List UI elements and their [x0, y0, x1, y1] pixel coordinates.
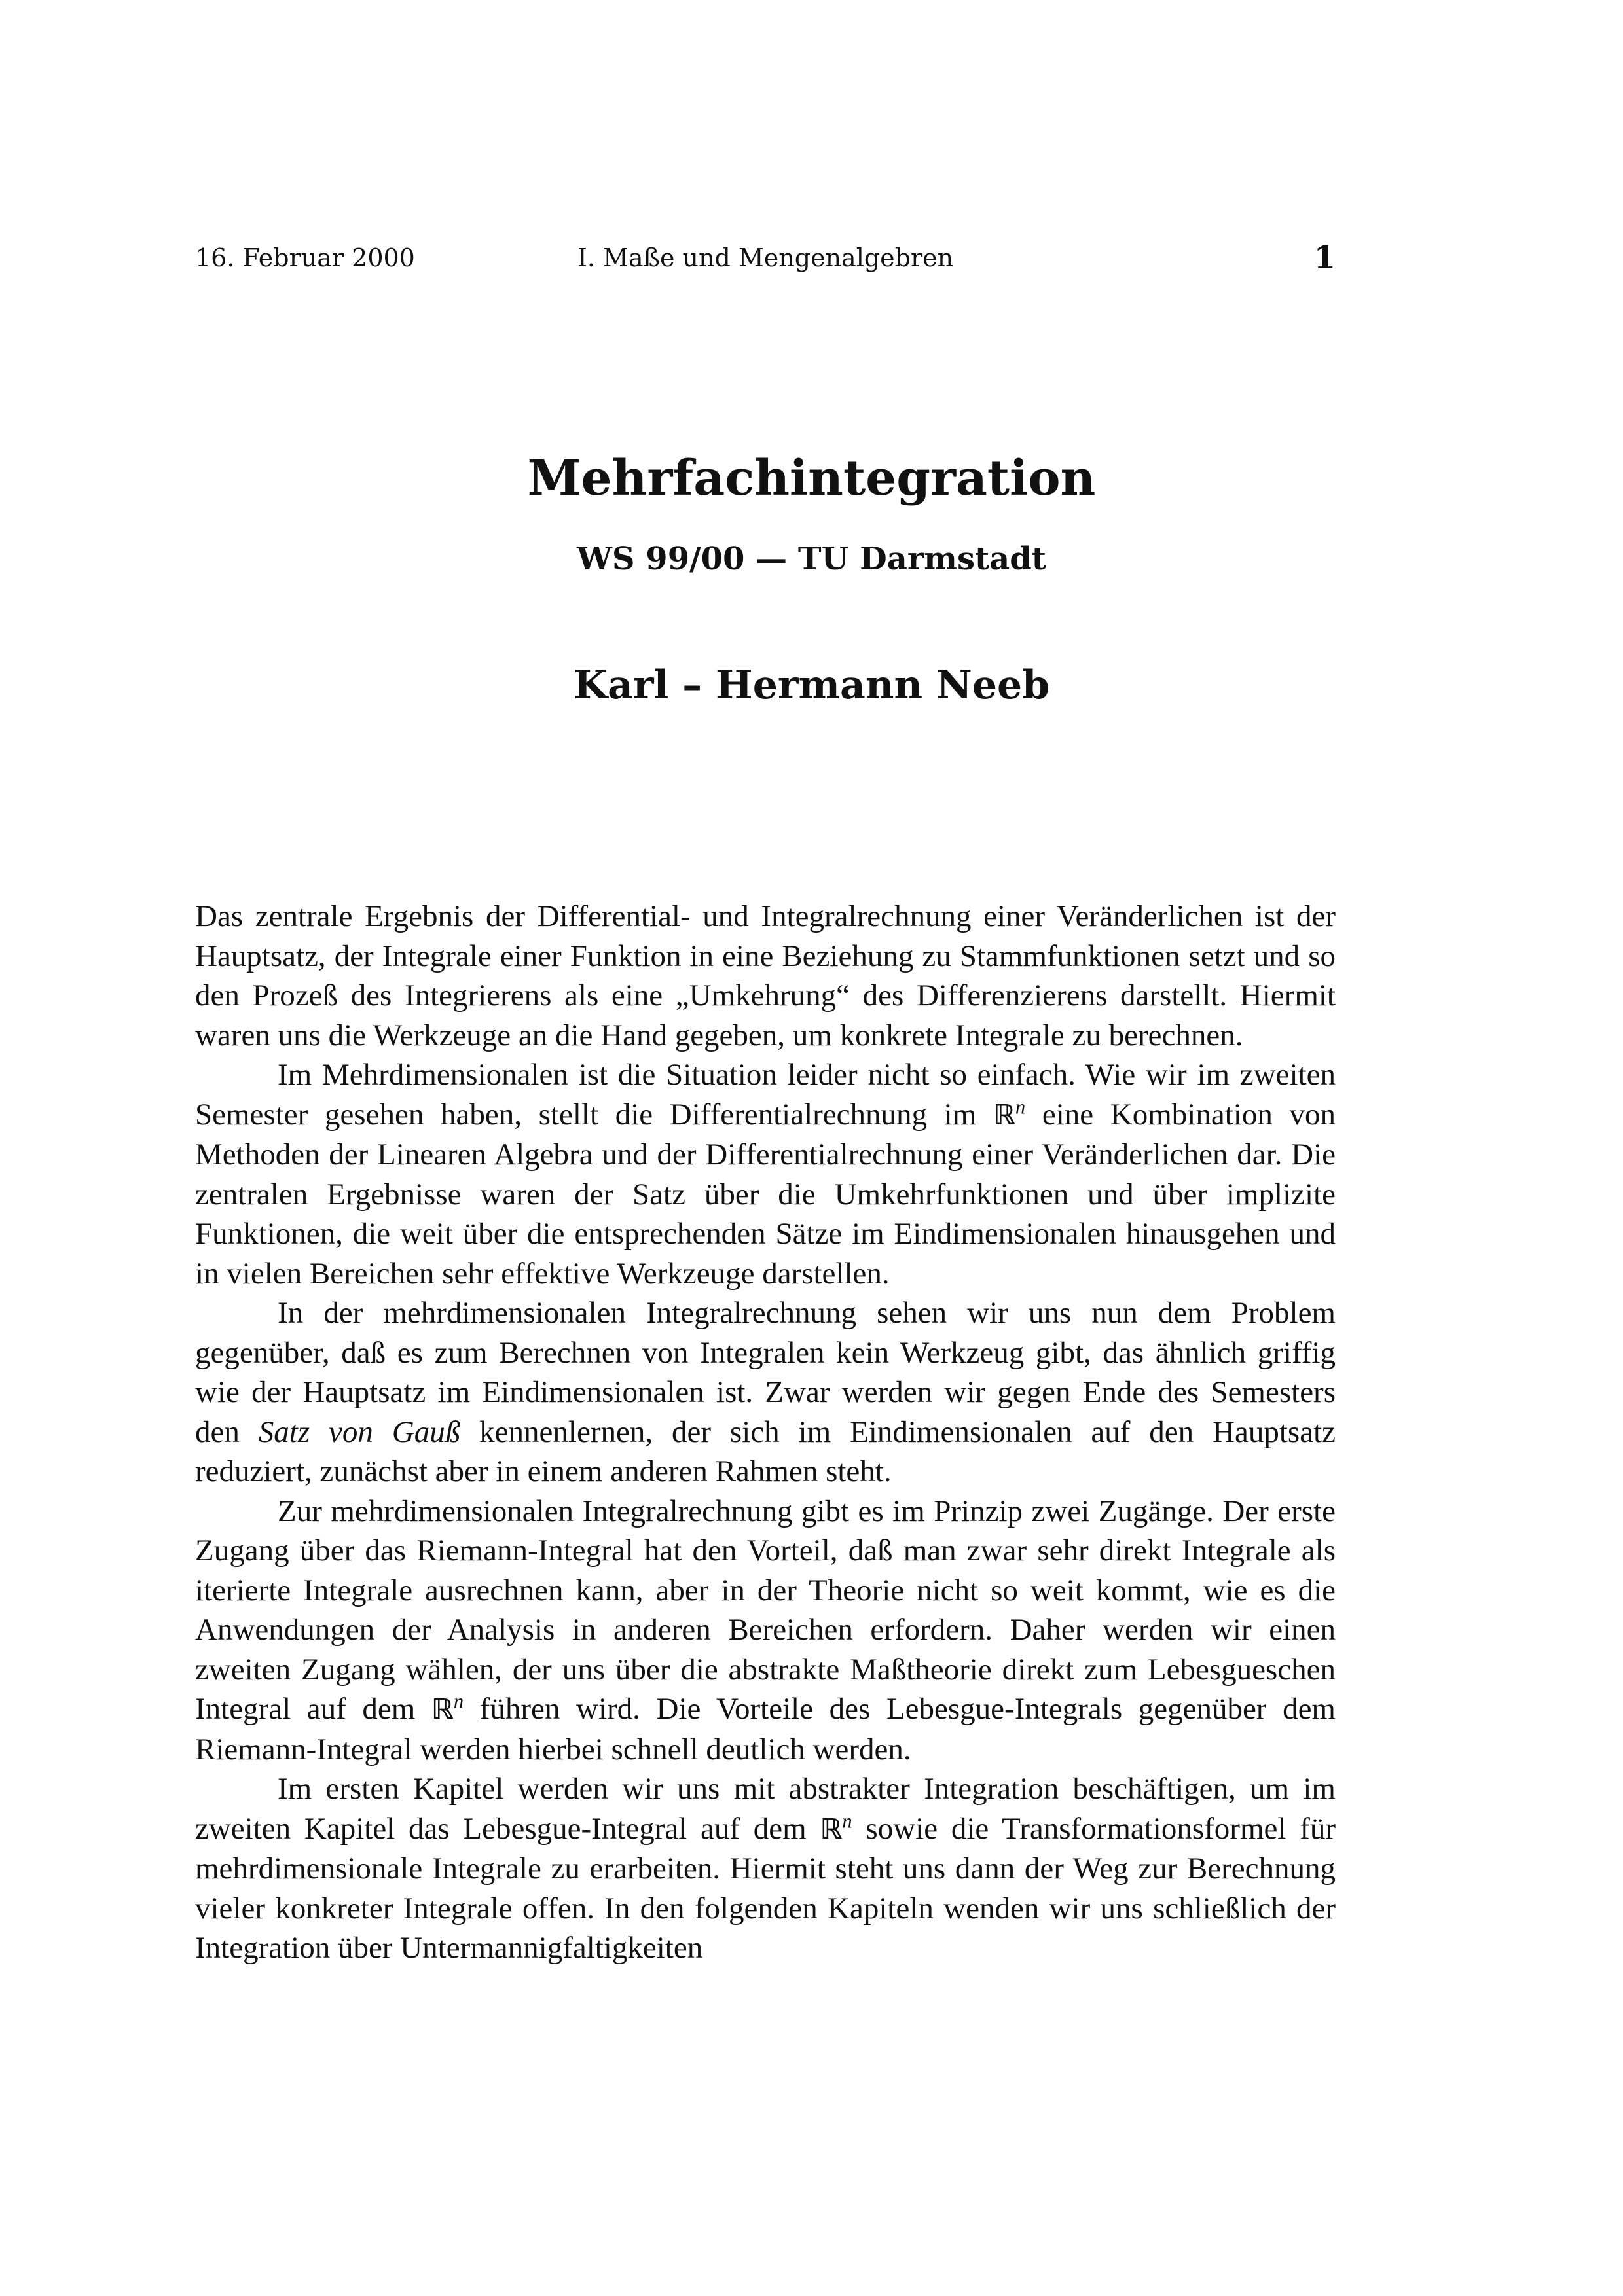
- math-rn: ℝ$^n$: [993, 1095, 1026, 1131]
- paragraph-5-part-b: sowie die Transformationsformel für mehrdimensionale Integrale zu erarbeiten. Hiermit steht uns dann der Weg zur Berechnung vieler konkreter Integrale offen. In den folgenden Kapiteln wenden wir uns schließlich der Integration über Untermannigfaltigkeiten: [195, 1811, 1336, 1965]
- body-text: [195, 897, 1336, 1968]
- math-rn: ℝ$^n$: [820, 1809, 852, 1845]
- paragraph-5: [195, 1769, 1336, 1968]
- paragraph-2-part-a: Im Mehrdimensionalen ist die Situation leider nicht so einfach. Wie wir im zweiten Semester gesehen haben, stellt die Differentialrechnung im: [195, 1058, 1336, 1132]
- paragraph-4-part-b: führen wird. Die Vorteile des Lebesgue-Integrals gegenüber dem Riemann-Integral werden hierbei schnell deutlich werden.: [195, 1692, 1336, 1767]
- running-head: [195, 240, 1336, 280]
- document-subtitle: WS 99/00 — TU Darmstadt: [577, 541, 1046, 577]
- running-head-date: 16. Februar 2000: [195, 243, 415, 272]
- document-author: Karl – Hermann Neeb: [573, 662, 1050, 708]
- document-title: Mehrfachintegration: [527, 450, 1096, 507]
- paragraph-1: Das zentrale Ergebnis der Differential- und Integralrechnung einer Veränderlichen ist der Hauptsatz, der Integrale einer Funktion in eine Beziehung zu Stammfunktionen setzt und so den Prozeß des Integrierens als eine „Umkehrung“ des Differenzierens darstellt. Hiermit waren uns die Werkzeuge an die Hand gegeben, um konkrete Integrale zu berechnen.: [195, 899, 1336, 1052]
- paragraph-3-part-b: kennenlernen, der sich im Eindimensionalen auf den Hauptsatz reduziert, zunächst aber in einem anderen Rahmen steht.: [195, 1414, 1336, 1488]
- running-head-chapter: I. Maße und Mengenalgebren: [577, 243, 954, 272]
- paragraph-4-part-a: Zur mehrdimensionalen Integralrechnung gibt es im Prinzip zwei Zugänge. Der erste Zugang über das Riemann-Integral hat den Vorteil, daß man zwar sehr direkt Integrale als iterierte Integrale ausrechnen kann, aber in der Theorie nicht so weit kommt, wie es die Anwendungen der Analysis in anderen Bereichen erfordern. Daher werden wir einen zweiten Zugang wählen, der uns über die abstrakte Maßtheorie direkt zum Lebesgueschen Integral auf dem: [195, 1494, 1336, 1726]
- paragraph-4: [195, 1492, 1336, 1770]
- paragraph-3: [195, 1293, 1336, 1492]
- paragraph-5-part-a: Im ersten Kapitel werden wir uns mit abstrakter Integration beschäftigen, um im zweiten Kapitel das Lebesgue-Integral auf dem: [195, 1772, 1336, 1846]
- math-rn: ℝ$^n$: [431, 1690, 464, 1725]
- paragraph-3-emphasis: Satz von Gauß: [258, 1414, 461, 1449]
- paragraph-2: [195, 1055, 1336, 1293]
- paragraph-2-part-b: eine Kombination von Methoden der Linearen Algebra und der Differentialrechnung einer Veränderlichen dar. Die zentralen Ergebnisse waren der Satz über die Umkehrfunktionen und über implizite Funktionen, die weit über die entsprechenden Sätze im Eindimensionalen hinausgehen und in vielen Bereichen sehr effektive Werkzeuge darstellen.: [195, 1097, 1336, 1291]
- paragraph-3-part-a: In der mehrdimensionalen Integralrechnung sehen wir uns nun dem Problem gegenüber, daß es zum Berechnen von Integralen kein Werkzeug gibt, das ähnlich griffig wie der Hauptsatz im Eindimensionalen ist. Zwar werden wir gegen Ende des Semesters den: [195, 1296, 1336, 1449]
- page-number: 1: [1313, 240, 1336, 276]
